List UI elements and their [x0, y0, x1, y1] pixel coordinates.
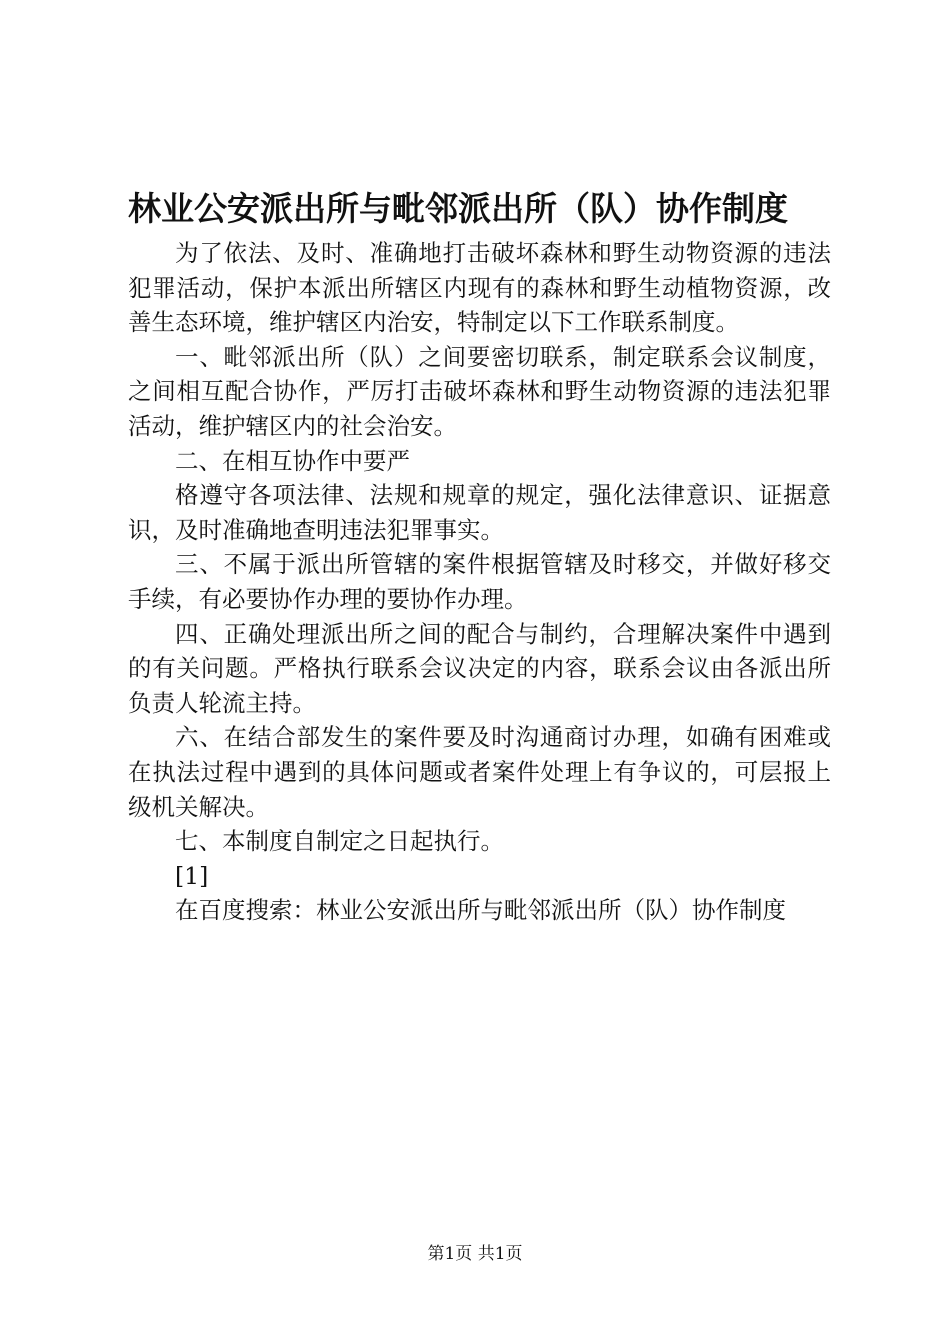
- paragraph-item-4: 四、正确处理派出所之间的配合与制约，合理解决案件中遇到的有关问题。严格执行联系会议决定的内容，联系会议由各派出所负责人轮流主持。: [128, 619, 831, 717]
- document-body: [128, 236, 831, 928]
- paragraph-item-7: 七、本制度自制定之日起执行。: [175, 827, 504, 856]
- document-title: 林业公安派出所与毗邻派出所（队）协作制度: [128, 189, 788, 228]
- paragraph-intro: 为了依法、及时、准确地打击破坏森林和野生动物资源的违法犯罪活动，保护本派出所辖区内现有的森林和野生动植物资源，改善生态环境，维护辖区内治安，特制定以下工作联系制度。: [128, 239, 831, 337]
- paragraph-item-6: 六、在结合部发生的案件要及时沟通商讨办理，如确有困难或在执法过程中遇到的具体问题或者案件处理上有争议的，可层报上级机关解决。: [128, 723, 831, 821]
- paragraph-item-2-start: 二、在相互协作中要严: [175, 446, 410, 475]
- paragraph-item-2-continued: 格遵守各项法律、法规和规章的规定，强化法律意识、证据意识，及时准确地查明违法犯罪事实。: [128, 481, 831, 544]
- paragraph-item-3: 三、不属于派出所管辖的案件根据管辖及时移交，并做好移交手续，有必要协作办理的要协作办理。: [128, 550, 831, 613]
- paragraph-item-1: 一、毗邻派出所（队）之间要密切联系，制定联系会议制度，之间相互配合协作，严厉打击破坏森林和野生动物资源的违法犯罪活动，维护辖区内的社会治安。: [128, 342, 831, 440]
- page-footer: 第1页 共1页: [427, 1244, 523, 1264]
- reference-marker: [1]: [175, 861, 209, 890]
- search-note: 在百度搜索：林业公安派出所与毗邻派出所（队）协作制度: [175, 896, 786, 925]
